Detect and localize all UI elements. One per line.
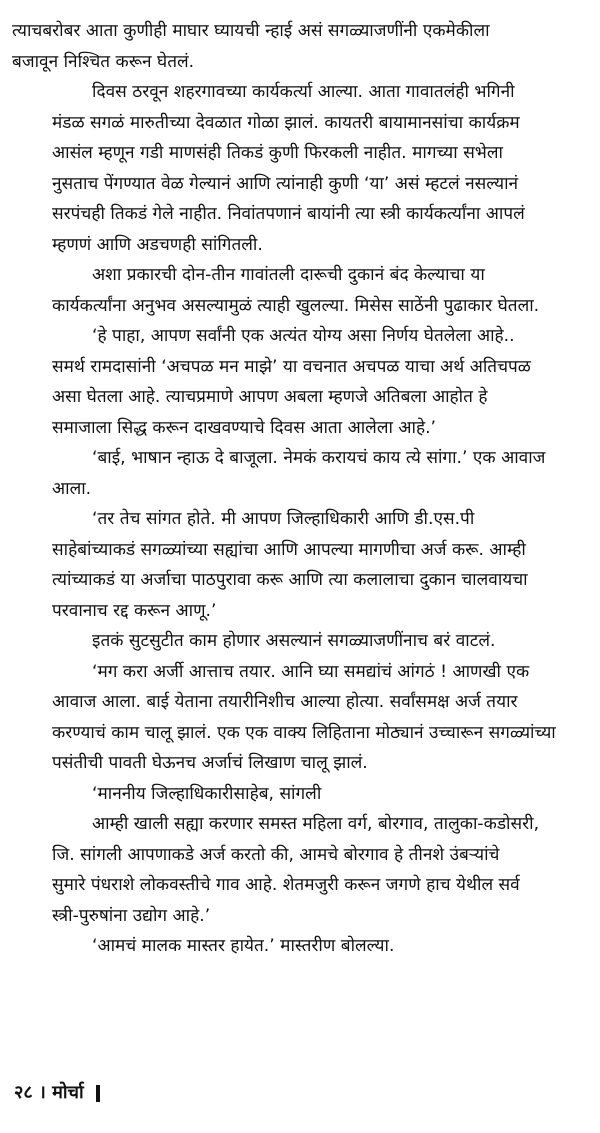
text-line: मंडळ सगळं मारुतीच्या देवळात गोळा झालं. कायतरी बायामानसांचा कार्यक्रम bbox=[52, 112, 520, 133]
text-line: साहेबांच्याकडं सगळ्यांच्या सह्यांचा आणि आपल्या मागणीचा अर्ज करू. आम्ही bbox=[52, 539, 526, 560]
text-line: ‘हे पाहा, आपण सर्वांनी एक अत्यंत योग्य असा निर्णय घेतलेला आहे.. bbox=[92, 326, 515, 346]
text-line: आम्ही खाली सह्या करणार समस्त महिला वर्ग, बोरगाव, तालुका-कडोसरी, bbox=[92, 814, 540, 834]
text-line: जि. सांगली आपणाकडे अर्ज करतो की, आमचे बोरगाव हे तीनशे उंबऱ्यांचे bbox=[52, 844, 500, 865]
text-line: दिवस ठरवून शहरगावच्या कार्यकर्त्या आल्या. आता गावातलंही भगिनी bbox=[92, 82, 515, 102]
text-line: त्याचबरोबर आता कुणीही माघार घ्यायची न्हाई असं सगळ्याजणींनी एकमेकीला bbox=[12, 21, 490, 41]
footer-separator: । bbox=[39, 1082, 46, 1103]
paragraph bbox=[12, 321, 588, 443]
text-line: करण्याचं काम चालू झालं. एक एक वाक्य लिहिताना मोठ्यानं उच्चारून सगळ्यांच्या bbox=[52, 722, 556, 743]
text-line: आला. bbox=[52, 478, 92, 499]
paragraph bbox=[12, 504, 588, 626]
text-line: स्त्री-पुरुषांना उद्योग आहे.’ bbox=[52, 905, 211, 926]
text-line: सुमारे पंधराशे लोकवस्तीचे गाव आहे. शेतमजुरी करून जगणे हाच येथील सर्व bbox=[52, 875, 520, 895]
paragraph bbox=[12, 443, 588, 504]
text-line: परवानाच रद्द करून आणू.’ bbox=[52, 600, 217, 621]
paragraph bbox=[12, 779, 588, 810]
text-line: ‘मग करा अर्जी आत्ताच तयार. आनि घ्या समद्यांचं आंगठं ! आणखी एक bbox=[92, 661, 530, 682]
text-line: सरपंचही तिकडं गेले नाहीत. निवांतपणानं बायांनी त्या स्त्री कार्यकर्त्यांना आपलं bbox=[52, 204, 525, 224]
text-line: पसंतीची पावती घेऊनच अर्जाचं लिखाण चालू झालं. bbox=[52, 753, 368, 773]
text-line: असा घेतला आहे. त्याचप्रमाणे आपण अबला म्हणजे अतिबला आहोत हे bbox=[52, 387, 488, 407]
text-line: ‘माननीय जिल्हाधिकारीसाहेब, सांगली bbox=[92, 783, 322, 804]
paragraph bbox=[12, 657, 588, 779]
footer-bar-mark bbox=[96, 1085, 100, 1102]
text-line: त्यांच्याकडं या अर्जाचा पाठपुरावा करू आणि त्या कलालाचा दुकान चालवायचा bbox=[52, 570, 528, 590]
text-line: म्हणणं आणि अडचणही सांगितली. bbox=[52, 234, 263, 255]
page-footer bbox=[14, 1078, 100, 1108]
text-line: बजावून निश्चित करून घेतलं. bbox=[12, 51, 195, 72]
text-line: आवाज आला. बाई येताना तयारीनिशीच आल्या होत्या. सर्वांसमक्ष अर्ज तयार bbox=[52, 692, 518, 712]
paragraph bbox=[12, 16, 588, 77]
text-line: समाजाला सिद्ध करून दाखवण्याचे दिवस आता आलेला आहे.’ bbox=[52, 417, 437, 438]
text-line: इतकं सुटसुटीत काम होणार असल्यानं सगळ्याजणींनाच बरं वाटलं. bbox=[92, 631, 496, 651]
paragraph bbox=[12, 809, 588, 931]
paragraph bbox=[12, 626, 588, 657]
book-title: मोर्चा bbox=[52, 1082, 84, 1103]
paragraph bbox=[12, 77, 588, 260]
page-body-text bbox=[12, 16, 588, 962]
text-line: अशा प्रकारची दोन-तीन गावांतली दारूची दुकानं बंद केल्याचा या bbox=[92, 265, 485, 285]
text-line: कार्यकर्त्यांना अनुभव असल्यामुळं त्याही खुलल्या. मिसेस साठेंनी पुढाकार घेतला. bbox=[52, 295, 540, 316]
text-line: समर्थ रामदासांनी ‘अचपळ मन माझे’ या वचनात अचपळ याचा अर्थ अतिचपळ bbox=[52, 356, 531, 377]
text-line: आसंल म्हणून गडी माणसंही तिकडं कुणी फिरकली नाहीत. मागच्या सभेला bbox=[52, 143, 503, 163]
text-line: ‘बाई, भाषान न्हाऊ दे बाजूला. नेमकं करायचं काय त्ये सांगा.’ एक आवाज bbox=[92, 448, 546, 468]
text-line: नुसताच पेंगण्यात वेळ गेल्यानं आणि त्यांनाही कुणी ‘या’ असं म्हटलं नसल्यानं bbox=[52, 173, 519, 194]
text-line: ‘तर तेच सांगत होते. मी आपण जिल्हाधिकारी आणि डी.एस.पी bbox=[92, 509, 475, 529]
paragraph bbox=[12, 260, 588, 321]
page-number: २८ bbox=[14, 1082, 33, 1103]
paragraph bbox=[12, 931, 588, 962]
text-line: ‘आमचं मालक मास्तर हायेत.’ मास्तरीण बोलल्या. bbox=[92, 936, 395, 956]
